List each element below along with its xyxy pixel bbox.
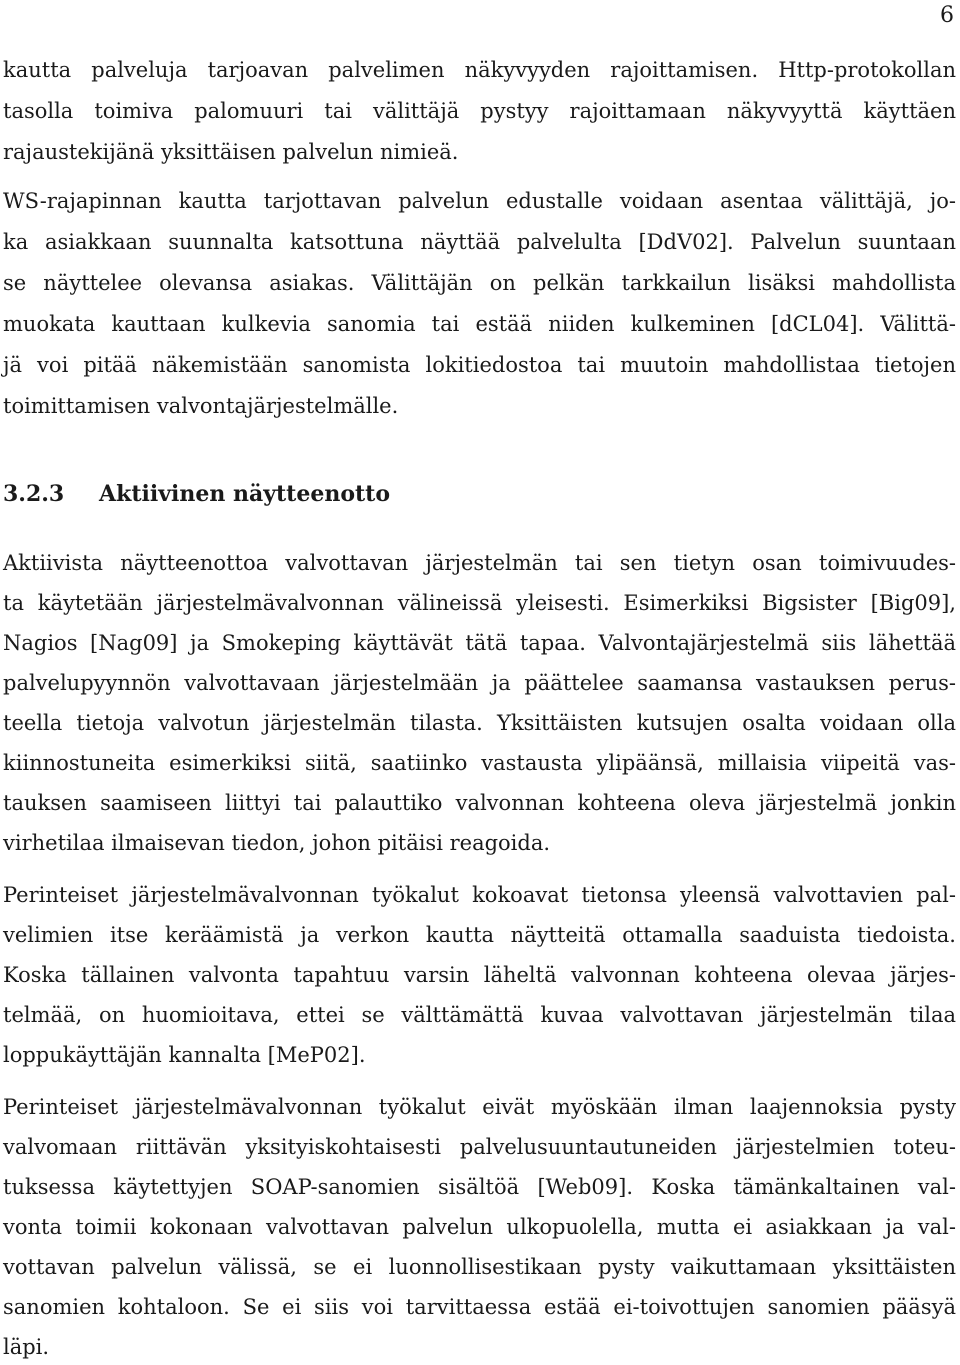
text-line: Perinteiset järjestelmävalvonnan työkalut kokoavat tietonsa yleensä valvottavien pal- [3, 883, 956, 907]
text-line: ka asiakkaan suunnalta katsottuna näyttää palvelulta [DdV02]. Palvelun suuntaan [3, 230, 956, 254]
text-line: tasolla toimiva palomuuri tai välittäjä pystyy rajoittamaan näkyvyyttä käyttäen [3, 99, 956, 123]
text-line: rajaustekijänä yksittäisen palvelun nimieä. [3, 140, 459, 164]
text-line: vottavan palvelun välissä, se ei luonnollisestikaan pysty vaikuttamaan yksittäisten [3, 1255, 956, 1279]
text-line: vonta toimii kokonaan valvottavan palvelun ulkopuolella, mutta ei asiakkaan ja val- [3, 1215, 956, 1239]
text-line: läpi. [3, 1335, 50, 1359]
text-line: se näyttelee olevansa asiakas. Välittäjän on pelkän tarkkailun lisäksi mahdollista [3, 271, 956, 295]
text-line: sanomien kohtaloon. Se ei siis voi tarvittaessa estää ei-toivottujen sanomien pääsyä [3, 1295, 956, 1319]
text-line: Nagios [Nag09] ja Smokeping käyttävät tätä tapaa. Valvontajärjestelmä siis lähettää [3, 631, 956, 655]
text-line: toimittamisen valvontajärjestelmälle. [3, 394, 399, 418]
text-line: velimien itse keräämistä ja verkon kautta näytteitä ottamalla saaduista tiedoista. [3, 923, 956, 947]
text-line: palvelupyynnön valvottavaan järjestelmään ja päättelee saamansa vastauksen perus- [3, 671, 956, 695]
text-line: virhetilaa ilmaisevan tiedon, johon pitäisi reagoida. [3, 831, 551, 855]
text-line: loppukäyttäjän kannalta [MeP02]. [3, 1043, 366, 1067]
text-line: tauksen saamiseen liittyi tai palauttiko valvonnan kohteena oleva järjestelmä jonkin [3, 791, 956, 815]
text-line: muokata kauttaan kulkevia sanomia tai estää niiden kulkeminen [dCL04]. Välittä- [3, 312, 956, 336]
text-line: jä voi pitää näkemistään sanomista lokitiedostoa tai muutoin mahdollistaa tietojen [3, 353, 956, 377]
section-heading [3, 480, 390, 508]
text-line: teella tietoja valvotun järjestelmän tilasta. Yksittäisten kutsujen osalta voidaan olla [3, 711, 956, 735]
text-line: kiinnostuneita esimerkiksi siitä, saatiinko vastausta ylipäänsä, millaisia viipeitä vas- [3, 751, 956, 775]
text-line: telmää, on huomioitava, ettei se välttämättä kuvaa valvottavan järjestelmän tilaa [3, 1003, 956, 1027]
text-line: Perinteiset järjestelmävalvonnan työkalut eivät myöskään ilman laajennoksia pysty [3, 1095, 956, 1119]
text-line: Koska tällainen valvonta tapahtuu varsin läheltä valvonnan kohteena olevaa järjes- [3, 963, 956, 987]
page-number: 6 [940, 3, 954, 28]
text-line: WS-rajapinnan kautta tarjottavan palvelun edustalle voidaan asentaa välittäjä, jo- [3, 189, 956, 213]
text-line: tuksessa käytettyjen SOAP-sanomien sisältöä [Web09]. Koska tämänkaltainen val- [3, 1175, 956, 1199]
text-line: kautta palveluja tarjoavan palvelimen näkyvyyden rajoittamisen. Http-protokollan [3, 58, 956, 82]
text-line: valvomaan riittävän yksityiskohtaisesti palvelusuuntautuneiden järjestelmien toteu- [3, 1135, 956, 1159]
section-title: Aktiivinen näytteenotto [99, 481, 390, 507]
section-number: 3.2.3 [3, 481, 65, 507]
text-line: ta käytetään järjestelmävalvonnan välineissä yleisesti. Esimerkiksi Bigsister [Big09], [3, 591, 956, 615]
text-line: Aktiivista näytteenottoa valvottavan järjestelmän tai sen tietyn osan toimivuudes- [3, 551, 956, 575]
